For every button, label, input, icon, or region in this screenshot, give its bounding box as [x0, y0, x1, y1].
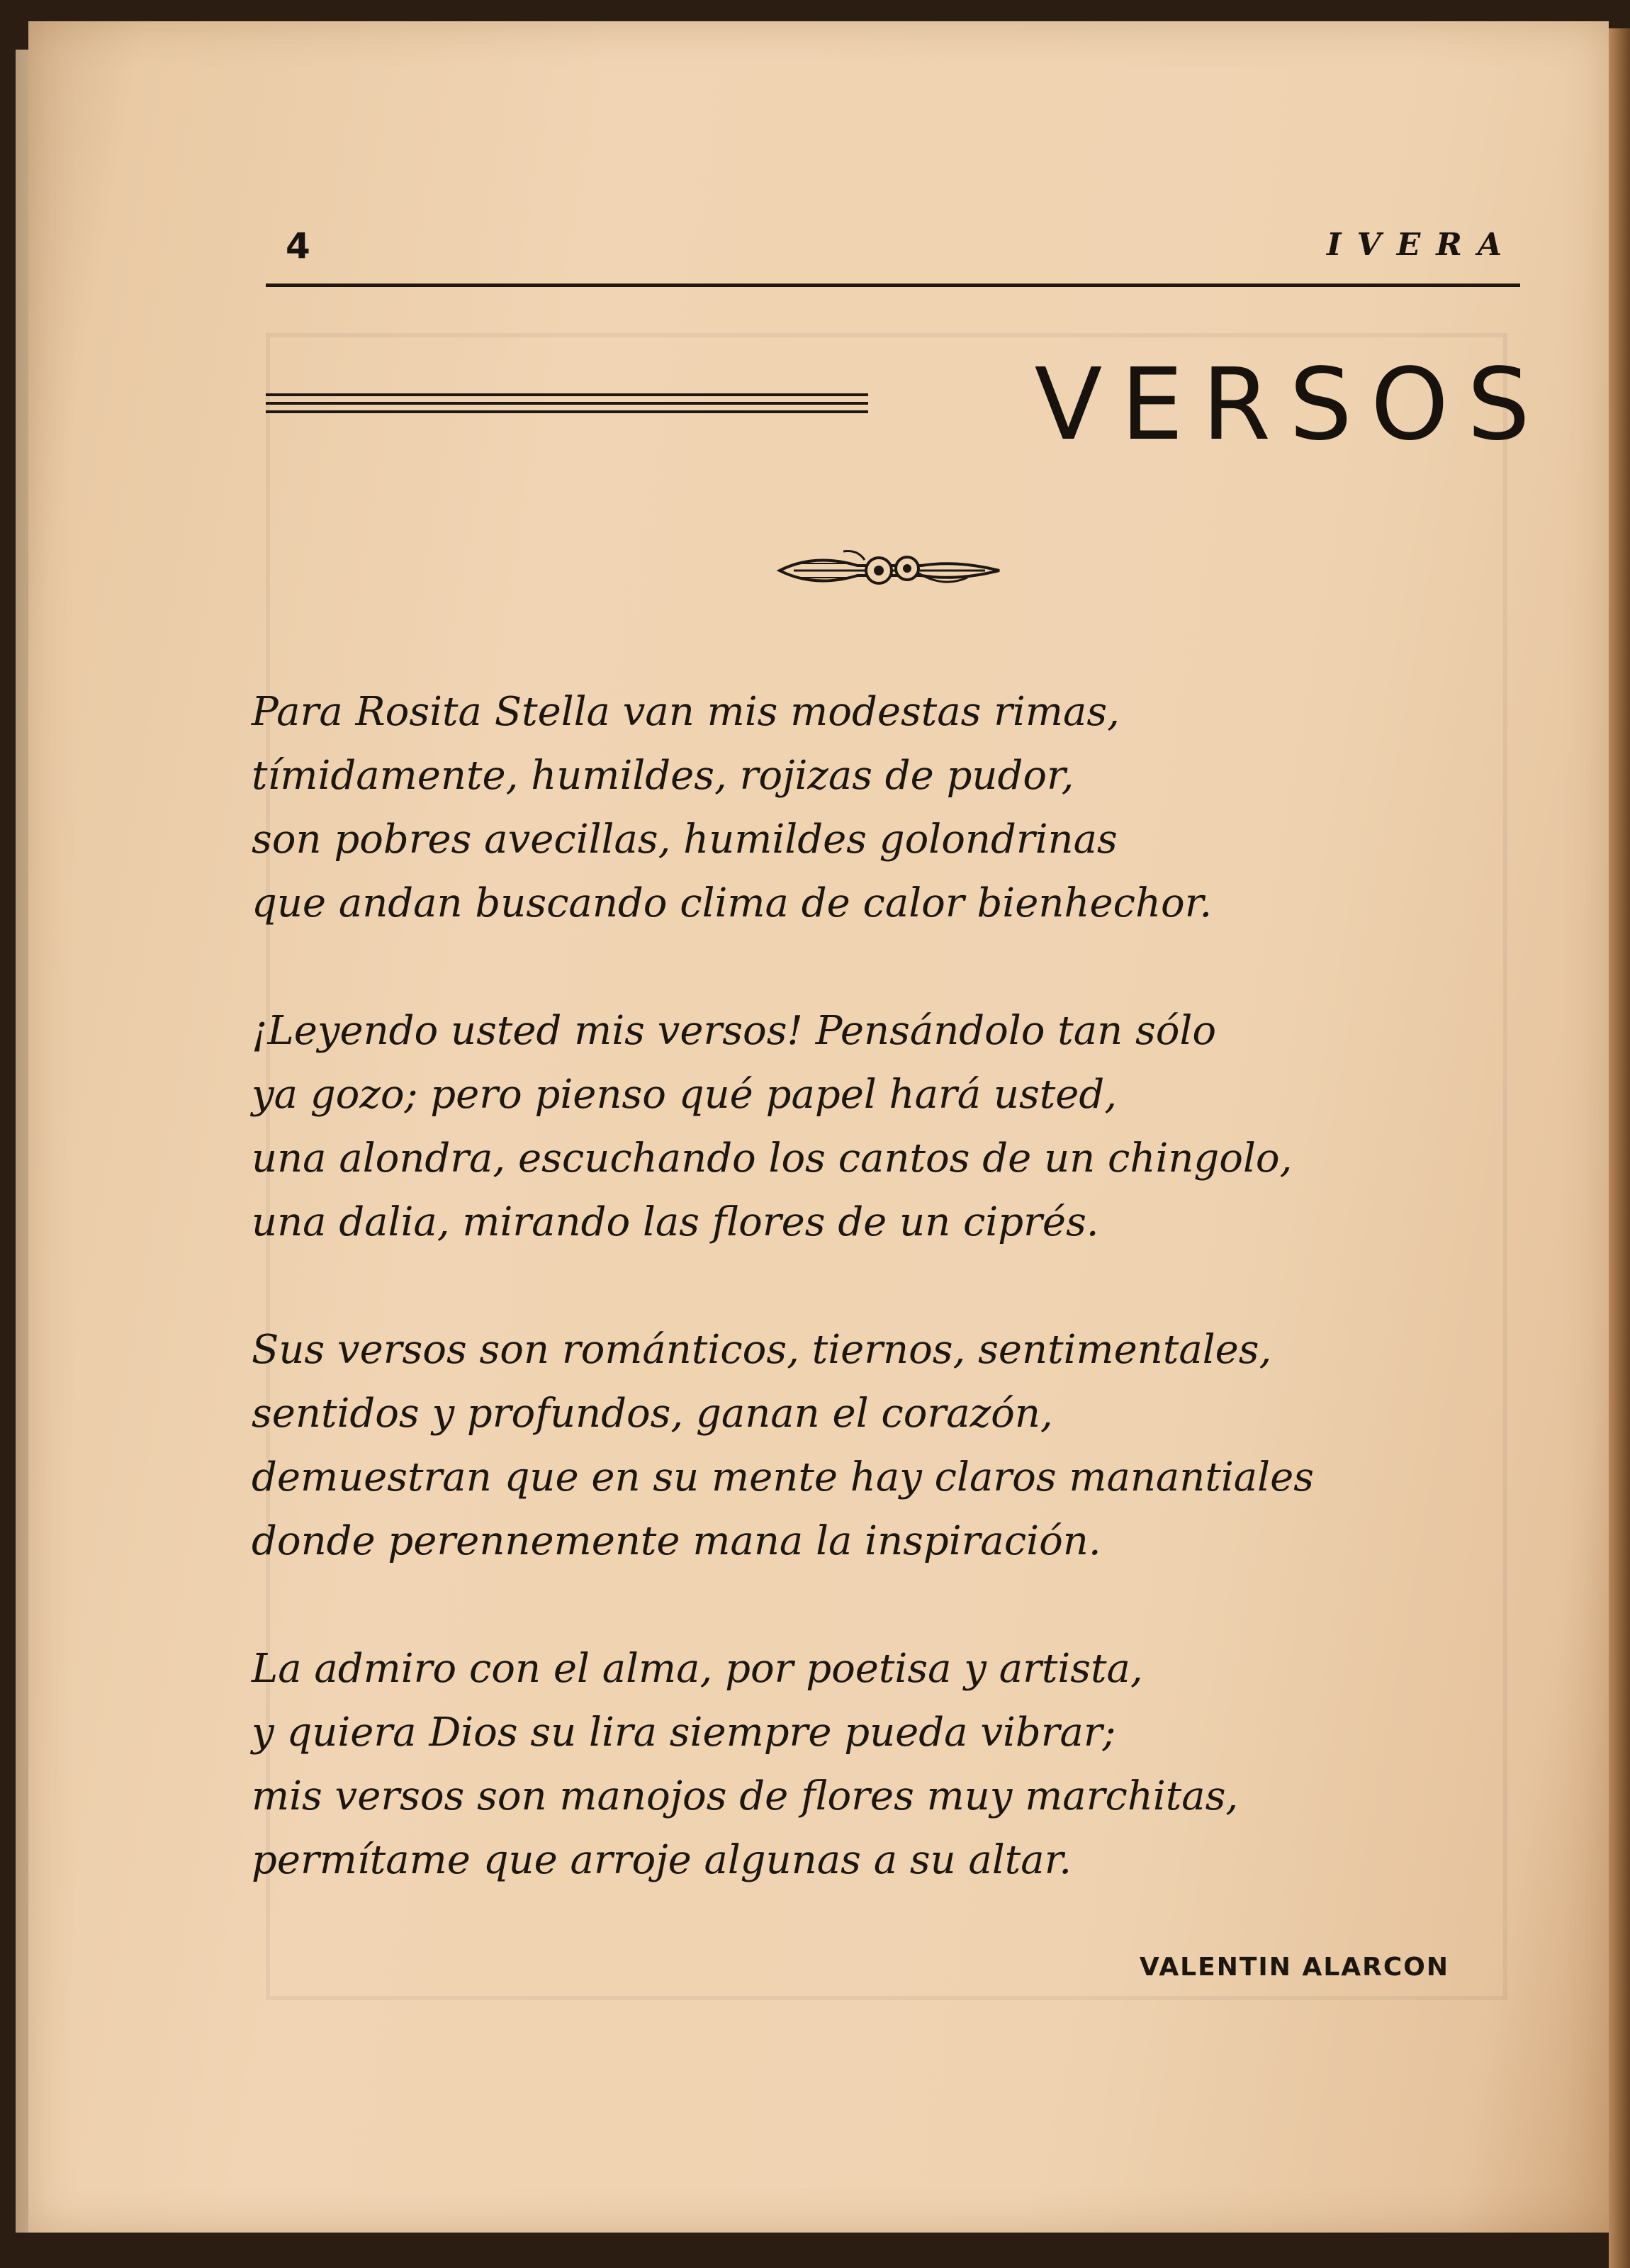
verse-line: una alondra, escuchando los cantos de un chingolo, — [252, 1135, 1293, 1181]
verse-line: La admiro con el alma, por poetisa y artista, — [252, 1646, 1143, 1692]
verse-line: ya gozo; pero pienso qué papel hará usted, — [252, 1072, 1118, 1118]
stanza — [252, 999, 1456, 1254]
author-signature: VALENTIN ALARCON — [1139, 1953, 1449, 1982]
poem-body — [252, 680, 1456, 1956]
floral-ornament-icon — [772, 539, 1006, 602]
verse-line: una dalia, mirando las flores de un ciprés. — [252, 1199, 1099, 1245]
running-header — [266, 213, 1520, 291]
verse-line: tímidamente, humildes, rojizas de pudor, — [252, 753, 1074, 799]
journal-title: IVERA — [1327, 227, 1517, 263]
poem-title: VERSOS — [1034, 347, 1548, 463]
verse-line: ¡Leyendo usted mis versos! Pensándolo tan sólo — [252, 1008, 1217, 1054]
verse-line: donde perennemente mana la inspiración. — [252, 1518, 1101, 1564]
stanza — [252, 1318, 1456, 1573]
verse-line: demuestran que en su mente hay claros manantiales — [252, 1454, 1314, 1500]
binding-edge — [1609, 28, 1630, 2268]
stanza — [252, 1637, 1456, 1892]
verse-line: mis versos son manojos de flores muy marchitas, — [252, 1773, 1239, 1819]
verse-line: son pobres avecillas, humildes golondrinas — [252, 816, 1118, 863]
verse-line: Sus versos son románticos, tiernos, sentimentales, — [252, 1327, 1272, 1373]
stanza — [252, 680, 1456, 936]
title-rule-lines — [266, 393, 868, 429]
header-rule — [266, 284, 1520, 287]
verse-line: sentidos y profundos, ganan el corazón, — [252, 1391, 1053, 1437]
verse-line: Para Rosita Stella van mis modestas rimas, — [252, 689, 1120, 735]
verse-line: que andan buscando clima de calor bienhechor. — [252, 880, 1213, 926]
verse-line: permítame que arroje algunas a su altar. — [252, 1837, 1072, 1883]
page-number: 4 — [286, 225, 310, 266]
verse-line: y quiera Dios su lira siempre pueda vibrar; — [252, 1710, 1116, 1756]
